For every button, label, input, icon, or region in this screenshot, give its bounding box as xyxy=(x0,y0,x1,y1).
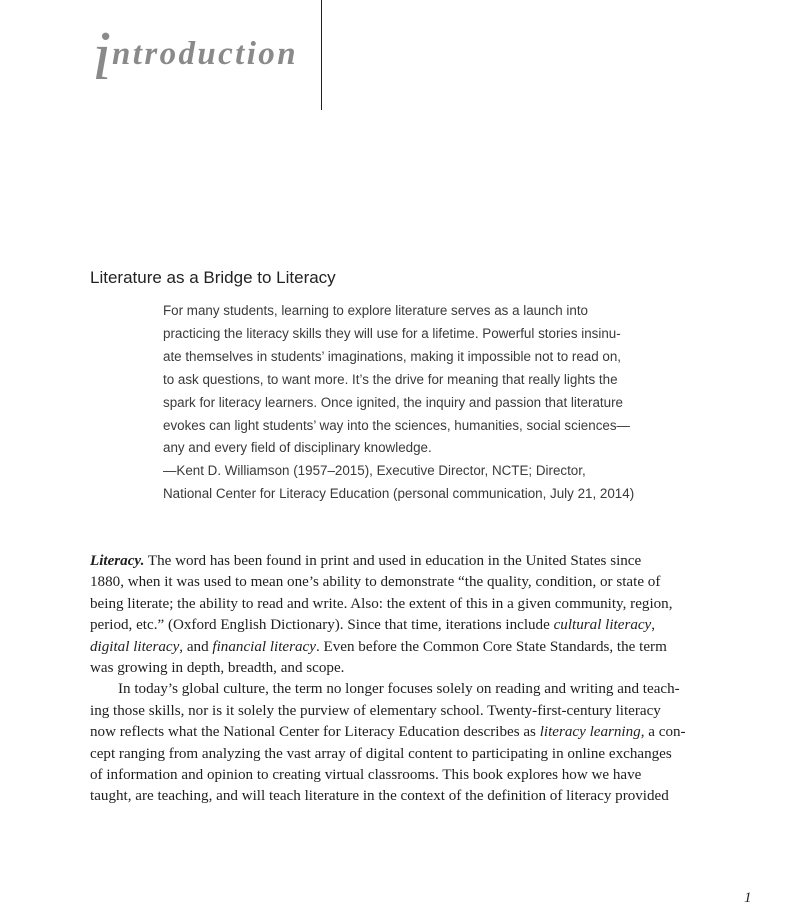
epigraph-line: evokes can light students’ way into the sciences, humanities, social sciences— xyxy=(163,417,630,433)
italic-term: literacy learning xyxy=(539,724,641,741)
body-line: 1880, when it was used to mean one’s ability to demonstrate “the quality, condition, or state of xyxy=(90,574,661,591)
body-line: cept ranging from analyzing the vast array of digital content to participating in online exchanges xyxy=(90,745,672,762)
epigraph-line: to ask questions, to want more. It’s the drive for meaning that really lights the xyxy=(163,371,618,387)
text-run: period, etc.” (Oxford English Dictionary). Since that time, iterations include xyxy=(90,617,554,634)
body-line: was growing in depth, breadth, and scope. xyxy=(90,660,345,677)
text-run: now reflects what the National Center for Literacy Education describes as xyxy=(90,724,540,741)
text-run: . Even before the Common Core State Standards, the term xyxy=(315,638,667,655)
body-line xyxy=(90,551,715,572)
title-vertical-rule xyxy=(321,0,322,110)
text-run: , xyxy=(651,617,656,634)
body-line: In today’s global culture, the term no longer focuses solely on reading and writing and teach- xyxy=(118,681,680,698)
paragraph xyxy=(90,679,715,807)
page-number: 1 xyxy=(744,890,752,906)
body-line: of information and opinion to creating virtual classrooms. This book explores how we have xyxy=(90,767,642,784)
epigraph-line: any and every field of disciplinary knowledge. xyxy=(163,440,432,456)
body-line: being literate; the ability to read and write. Also: the extent of this in a given community, region, xyxy=(90,595,673,612)
term-literacy: Literacy. xyxy=(90,553,145,569)
body-line xyxy=(90,722,715,743)
epigraph-line: For many students, learning to explore literature serves as a launch into xyxy=(163,303,589,318)
chapter-title-dropcap: i xyxy=(92,18,112,95)
section-heading: Literature as a Bridge to Literacy xyxy=(90,268,336,287)
italic-term: cultural literacy xyxy=(553,617,652,634)
paragraph xyxy=(90,551,715,679)
epigraph-line: practicing the literacy skills they will use for a lifetime. Powerful stories insinu- xyxy=(163,325,621,341)
body-line xyxy=(90,637,715,658)
body-text xyxy=(90,551,715,808)
epigraph xyxy=(163,300,643,506)
body-line: ing those skills, nor is it solely the purview of elementary school. Twenty-first-century literacy xyxy=(90,702,661,719)
italic-term: financial literacy xyxy=(212,638,316,655)
body-line xyxy=(90,615,715,636)
body-line: taught, are teaching, and will teach literature in the context of the definition of literacy provided xyxy=(90,788,669,805)
chapter-title-text: ntroduction xyxy=(112,36,298,72)
text-run: , a con- xyxy=(640,724,686,741)
epigraph-line: ate themselves in students’ imaginations, making it impossible not to read on, xyxy=(163,348,622,364)
epigraph-attribution: —Kent D. Williamson (1957–2015), Executive Director, NCTE; Director, xyxy=(163,463,586,479)
italic-term: digital literacy xyxy=(90,638,180,655)
epigraph-line: spark for literacy learners. Once ignited, the inquiry and passion that literature xyxy=(163,394,623,410)
epigraph-attribution: National Center for Literacy Education (personal communication, July 21, 2014) xyxy=(163,486,635,502)
text-run: The word has been found in print and used in education in the United States since xyxy=(144,553,642,569)
text-run: , and xyxy=(179,638,213,655)
